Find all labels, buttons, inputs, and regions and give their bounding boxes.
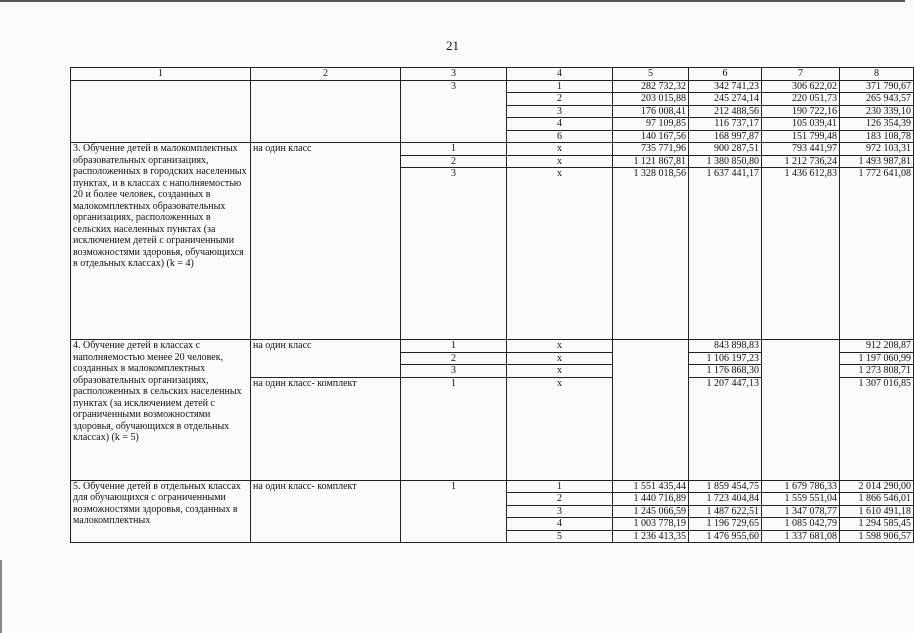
cell-v7: 1 085 042,79 bbox=[762, 518, 840, 531]
cell-c4: х bbox=[507, 155, 613, 168]
cell-v7: 1 337 681,08 bbox=[762, 530, 840, 543]
cell-c3: 2 bbox=[401, 352, 507, 365]
cell-v5: 176 008,41 bbox=[613, 105, 689, 118]
header-row bbox=[71, 68, 914, 81]
scan-top-edge bbox=[0, 0, 905, 2]
cell-c4: х bbox=[507, 143, 613, 156]
table-row bbox=[71, 480, 914, 493]
cell-k: 1 bbox=[507, 80, 613, 93]
header-cell: 4 bbox=[507, 68, 613, 81]
section-4-unit-complect: на один класс- комплект bbox=[251, 377, 401, 480]
cell-v8: 1 866 546,01 bbox=[840, 493, 914, 506]
cell-v7-empty bbox=[762, 340, 840, 481]
cell-v5: 1 440 716,89 bbox=[613, 493, 689, 506]
cell-v8: 1 610 491,18 bbox=[840, 505, 914, 518]
cell-v6: 1 176 868,30 bbox=[689, 365, 762, 378]
cell-c4: х bbox=[507, 340, 613, 353]
cell-v6: 1 380 850,80 bbox=[689, 155, 762, 168]
cell-c4: х bbox=[507, 365, 613, 378]
page-number: 21 bbox=[446, 38, 459, 53]
continued-desc-cell bbox=[71, 80, 251, 143]
cell-v8: 1 294 585,45 bbox=[840, 518, 914, 531]
cell-c3: 3 bbox=[401, 80, 507, 143]
cell-k: 5 bbox=[507, 530, 613, 543]
cell-v8: 1 307 016,85 bbox=[840, 377, 914, 480]
header-cell: 1 bbox=[71, 68, 251, 81]
cell-v6: 342 741,23 bbox=[689, 80, 762, 93]
cell-v5: 140 167,56 bbox=[613, 130, 689, 143]
cell-v8: 1 598 906,57 bbox=[840, 530, 914, 543]
cell-c3: 2 bbox=[401, 155, 507, 168]
cell-v5: 282 732,32 bbox=[613, 80, 689, 93]
cell-v8: 183 108,78 bbox=[840, 130, 914, 143]
cell-v7: 306 622,02 bbox=[762, 80, 840, 93]
cell-v5: 1 003 778,19 bbox=[613, 518, 689, 531]
cell-v8: 126 354,39 bbox=[840, 118, 914, 131]
cell-v7: 1 436 612,83 bbox=[762, 168, 840, 340]
cell-v6: 1 723 404,84 bbox=[689, 493, 762, 506]
cell-c4: х bbox=[507, 168, 613, 340]
header-cell: 6 bbox=[689, 68, 762, 81]
cell-v5: 203 015,88 bbox=[613, 93, 689, 106]
cell-c4: х bbox=[507, 352, 613, 365]
section-5-unit: на один класс- комплект bbox=[251, 480, 401, 543]
cell-v8: 2 014 290,00 bbox=[840, 480, 914, 493]
cell-v8: 265 943,57 bbox=[840, 93, 914, 106]
cell-v5: 1 245 066,59 bbox=[613, 505, 689, 518]
cell-k: 4 bbox=[507, 518, 613, 531]
cell-c3: 3 bbox=[401, 168, 507, 340]
cell-k: 3 bbox=[507, 505, 613, 518]
cell-c4: х bbox=[507, 377, 613, 480]
section-4-unit-class: на один класс bbox=[251, 340, 401, 378]
cell-v5: 1 121 867,81 bbox=[613, 155, 689, 168]
continued-unit-cell bbox=[251, 80, 401, 143]
cell-v8: 1 197 060,99 bbox=[840, 352, 914, 365]
cell-k: 1 bbox=[507, 480, 613, 493]
cell-v6: 1 487 622,51 bbox=[689, 505, 762, 518]
cell-v7: 190 722,16 bbox=[762, 105, 840, 118]
cell-v6: 1 196 729,65 bbox=[689, 518, 762, 531]
table-row bbox=[71, 340, 914, 353]
cell-v6: 1 859 454,75 bbox=[689, 480, 762, 493]
cell-v6: 1 207 447,13 bbox=[689, 377, 762, 480]
cell-v6: 212 488,56 bbox=[689, 105, 762, 118]
cell-v8: 972 103,31 bbox=[840, 143, 914, 156]
header-cell: 7 bbox=[762, 68, 840, 81]
cell-v5: 1 236 413,35 bbox=[613, 530, 689, 543]
cell-c3: 1 bbox=[401, 143, 507, 156]
cell-v8: 1 493 987,81 bbox=[840, 155, 914, 168]
tariff-table bbox=[70, 67, 914, 543]
header-cell: 5 bbox=[613, 68, 689, 81]
cell-v7: 1 559 551,04 bbox=[762, 493, 840, 506]
cell-v6: 1 637 441,17 bbox=[689, 168, 762, 340]
table-row bbox=[71, 143, 914, 156]
cell-v7: 1 212 736,24 bbox=[762, 155, 840, 168]
cell-v6: 843 898,83 bbox=[689, 340, 762, 353]
table-row bbox=[71, 80, 914, 93]
cell-c3: 1 bbox=[401, 377, 507, 480]
cell-v5-empty bbox=[613, 340, 689, 481]
cell-v8: 371 790,67 bbox=[840, 80, 914, 93]
scan-left-edge bbox=[0, 560, 2, 633]
cell-k: 2 bbox=[507, 493, 613, 506]
cell-k: 6 bbox=[507, 130, 613, 143]
cell-c3: 1 bbox=[401, 480, 507, 543]
cell-k: 3 bbox=[507, 105, 613, 118]
section-5-description: 5. Обучение детей в отдельных классах для обучающихся с ограниченными возможностями здоровья, созданных в малокомплектных bbox=[71, 480, 251, 543]
cell-v8: 1 273 808,71 bbox=[840, 365, 914, 378]
cell-v7: 105 039,41 bbox=[762, 118, 840, 131]
cell-v5: 1 551 435,44 bbox=[613, 480, 689, 493]
cell-v8: 1 772 641,08 bbox=[840, 168, 914, 340]
section-3-unit: на один класс bbox=[251, 143, 401, 340]
cell-v7: 1 347 078,77 bbox=[762, 505, 840, 518]
header-cell: 3 bbox=[401, 68, 507, 81]
section-3-description: 3. Обучение детей в малокомплектных образовательных организациях, расположенных в городских населенных пунктах, и в классах с наполняемостью 20 и более человек, созданных в малокомплектных образовательных организациях, расположенных в сельских населенных пунктах (за исключением детей с ограниченными возможностями здоровья, обучающихся в отдельных классах) (k = 4) bbox=[71, 143, 251, 340]
cell-v6: 116 737,17 bbox=[689, 118, 762, 131]
cell-v8: 912 208,87 bbox=[840, 340, 914, 353]
cell-c3: 1 bbox=[401, 340, 507, 353]
cell-v6: 1 476 955,60 bbox=[689, 530, 762, 543]
cell-v6: 245 274,14 bbox=[689, 93, 762, 106]
cell-v5: 735 771,96 bbox=[613, 143, 689, 156]
cell-v7: 1 679 786,33 bbox=[762, 480, 840, 493]
cell-k: 2 bbox=[507, 93, 613, 106]
header-cell: 2 bbox=[251, 68, 401, 81]
cell-v6: 168 997,87 bbox=[689, 130, 762, 143]
cell-v7: 151 799,48 bbox=[762, 130, 840, 143]
cell-v7: 793 441,97 bbox=[762, 143, 840, 156]
cell-v6: 900 287,51 bbox=[689, 143, 762, 156]
cell-v8: 230 339,10 bbox=[840, 105, 914, 118]
cell-v6: 1 106 197,23 bbox=[689, 352, 762, 365]
section-4-description: 4. Обучение детей в классах с наполняемостью менее 20 человек, созданных в малокомплектных образовательных организациях, расположенных в сельских населенных пунктах (за исключением детей с ограниченными возможностями здоровья, обучающихся в отдельных классах) (k = 5) bbox=[71, 340, 251, 481]
cell-v7: 220 051,73 bbox=[762, 93, 840, 106]
cell-k: 4 bbox=[507, 118, 613, 131]
cell-c3: 3 bbox=[401, 365, 507, 378]
header-cell: 8 bbox=[840, 68, 914, 81]
cell-v5: 1 328 018,56 bbox=[613, 168, 689, 340]
cell-v5: 97 109,85 bbox=[613, 118, 689, 131]
